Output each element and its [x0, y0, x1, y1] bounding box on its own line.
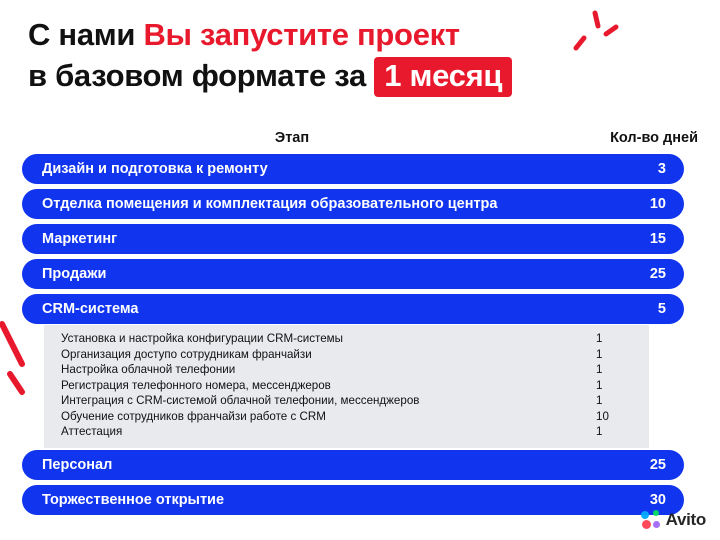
row-days: 25 [649, 266, 666, 282]
row-days: 3 [657, 161, 666, 177]
row-label: Дизайн и подготовка к ремонту [42, 161, 268, 177]
spark-mark-left-icon [0, 318, 42, 408]
row-days: 15 [649, 231, 666, 247]
subtask-days: 1 [596, 425, 603, 438]
row-label: Продажи [42, 266, 107, 282]
table-row [22, 154, 684, 184]
subtask-label: Регистрация телефонного номера, мессенджеров [61, 378, 331, 392]
column-header-days: Кол-во дней [610, 130, 698, 146]
page-title [28, 14, 628, 97]
row-days: 5 [657, 301, 666, 317]
table-header [22, 130, 698, 150]
table-row [22, 259, 684, 289]
list-item [44, 378, 649, 394]
subtask-label: Организация доступо сотрудникам франчайзи [61, 347, 312, 361]
spark-mark-icon [572, 10, 632, 70]
headline-text-plain-2: в базовом формате за [28, 58, 375, 94]
subtask-label: Установка и настройка конфигурации CRM-системы [61, 332, 343, 345]
table-row [22, 189, 684, 219]
subtask-days: 1 [596, 394, 603, 407]
headline-text-red: Вы запустите проект [143, 17, 460, 52]
row-label: CRM-система [42, 301, 139, 317]
headline-line-1 [28, 14, 628, 55]
subtask-label: Интеграция с CRM-системой облачной телефонии, мессенджеров [61, 394, 420, 407]
column-header-stage: Этап [274, 130, 310, 146]
headline-highlight-chip: 1 месяц [374, 57, 512, 97]
avito-logo-icon [641, 510, 661, 530]
list-item [44, 331, 649, 347]
subtask-days: 1 [596, 332, 603, 345]
subtask-label: Аттестация [61, 425, 123, 438]
table-row [22, 450, 684, 480]
row-label: Торжественное открытие [42, 492, 225, 508]
table-rows-bottom [22, 450, 684, 520]
row-label: Персонал [42, 457, 113, 473]
list-item [44, 424, 649, 440]
avito-wordmark: Avito [665, 510, 706, 529]
row-days: 10 [649, 196, 666, 212]
row-label: Маркетинг [42, 231, 118, 247]
row-days: 30 [649, 492, 666, 508]
headline-line-2 [28, 55, 628, 97]
list-item [44, 347, 649, 363]
subtask-days: 1 [596, 363, 603, 376]
table-rows-top [22, 154, 684, 329]
table-row [22, 224, 684, 254]
subtask-days: 10 [596, 409, 609, 423]
subtask-label: Настройка облачной телефонии [61, 363, 236, 376]
avito-watermark [641, 510, 706, 530]
table-row [22, 485, 684, 515]
list-item [44, 409, 649, 425]
crm-subtasks-list [44, 325, 649, 448]
subtask-days: 1 [596, 378, 603, 392]
subtask-label: Обучение сотрудников франчайзи работе с CRM [61, 409, 326, 423]
row-days: 25 [649, 457, 666, 473]
row-label: Отделка помещения и комплектация образовательного центра [42, 196, 498, 212]
table-row [22, 294, 684, 324]
headline-text-plain-1: С нами [28, 17, 144, 52]
list-item [44, 393, 649, 409]
subtask-days: 1 [596, 347, 603, 361]
list-item [44, 362, 649, 378]
